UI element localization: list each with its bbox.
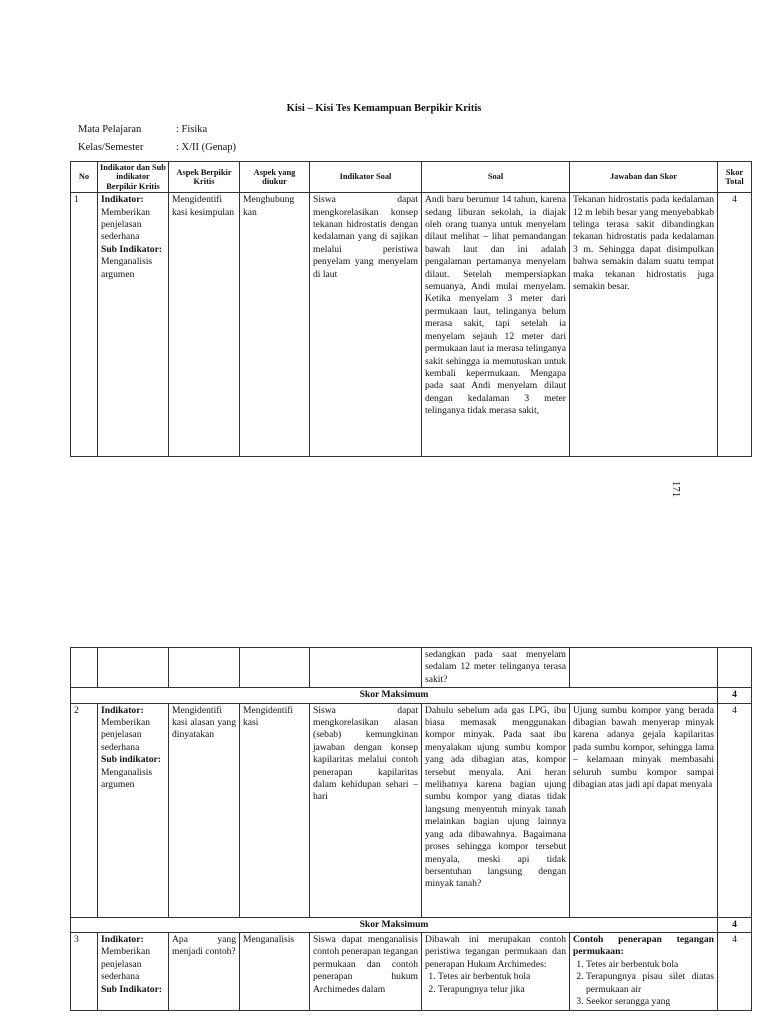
row-number: 1 — [71, 193, 98, 457]
aspek-diukur-cell: Menghubung kan — [240, 193, 310, 457]
sub-indikator-label: Sub Indikator: — [101, 983, 163, 995]
header-skor-total: Skor Total — [718, 162, 752, 193]
soal-list — [425, 971, 566, 996]
sub-indikator-label: Sub Indikator: — [101, 243, 163, 255]
indikator-text: Memberikan penjelasan sederhana — [101, 946, 151, 983]
jawaban-cell: Ujung sumbu kompor yang berada dibagian bawah menyerap minyak karena adanya gejala kapilaritas pada sumbu kompor, sehingga lama – kelamaan minyak membasahi seluruh sumbu kompor sampai dibagian atas jadi api dapat menyala — [570, 703, 718, 917]
kisi-table-page-1 — [70, 161, 752, 457]
indikator-cell — [98, 933, 169, 1011]
aspek-diukur-cell: Mengidentifi kasi — [240, 703, 310, 917]
meta-label: Kelas/Semester — [78, 142, 144, 153]
soal-continued: sedangkan pada saat menyelam sedalam 12 meter telinganya terasa sakit? — [422, 648, 570, 688]
header-aspek-berpikir: Aspek Berpikir Kritis — [169, 162, 240, 193]
meta-label: Mata Pelajaran — [78, 124, 142, 135]
list-item: 3. Seekor serangga yang — [586, 996, 714, 1008]
header-aspek-diukur: Aspek yang diukur — [240, 162, 310, 193]
list-item: 1. Tetes air berbentuk bola — [438, 971, 566, 983]
skor-maksimum-row — [71, 917, 752, 932]
header-indikator: Indikator dan Sub indikator Berpikir Kritis — [98, 162, 169, 193]
list-item: 2. Terapungnya telur jika — [438, 984, 566, 996]
indikator-soal-cell: Siswa dapat mengkorelasikan konsep tekanan hidrostatis dengan kedalaman yang di sajikan melalui peristiwa penyelam yang menyelam di laut — [310, 193, 422, 457]
header-no: No — [71, 162, 98, 193]
skor-maksimum-label: Skor Maksimum — [71, 688, 718, 703]
soal-cell — [422, 933, 570, 1011]
aspek-berpikir-cell: Apa yang menjadi contoh? — [169, 933, 240, 1011]
list-item: 2. Terapungnya pisau silet diatas permukaan air — [586, 971, 714, 996]
header-soal: Soal — [422, 162, 570, 193]
skor-maksimum-value: 4 — [718, 688, 752, 703]
skor-cell: 4 — [718, 703, 752, 917]
meta-value: : X/II (Genap) — [176, 142, 237, 153]
skor-cell: 4 — [718, 193, 752, 457]
jawaban-title: Contoh penerapan tegangan permukaan: — [573, 934, 714, 958]
skor-maksimum-row — [71, 688, 752, 703]
jawaban-cell: Tekanan hidrostatis pada kedalaman 12 m lebih besar yang menyebabkab telinga terasa sakit dibandingkan tekanan hidrostatis pada kedalaman 3 m. Sehingga dapat disimpulkan bahwa semakin dalam suatu tempat maka tekanan hidrostatis juga semakin besar. — [570, 193, 718, 457]
indikator-text: Memberikan penjelasan sederhana — [101, 717, 151, 753]
sub-indikator-text: Menganalisis argumen — [101, 766, 153, 791]
aspek-diukur-cell: Menganalisis — [240, 933, 310, 1011]
soal-intro: Dibawah ini merupakan contoh peristiwa tegangan permukaan dan penerapan Hukum Archimedes: — [425, 934, 566, 970]
document-title: Kisi – Kisi Tes Kemampuan Berpikir Kritis — [286, 103, 482, 114]
row-number: 3 — [71, 933, 98, 1011]
sub-indikator-label: Sub indikator: — [101, 754, 161, 766]
indikator-text: Memberikan penjelasan sederhana — [101, 206, 151, 243]
page-number: 171 — [670, 480, 682, 498]
jawaban-cell — [570, 933, 718, 1011]
indikator-label: Indikator: — [101, 934, 144, 946]
meta-value: : Fisika — [176, 124, 208, 135]
table-row — [71, 933, 752, 1011]
skor-maksimum-label: Skor Maksimum — [71, 917, 718, 932]
header-row — [71, 162, 752, 193]
aspek-berpikir-cell: Mengidentifi kasi kesimpulan — [169, 193, 240, 457]
soal-cell: Dahulu sebelum ada gas LPG, ibu biasa memasak menggunakan kompor minyak. Pada saat ibu menyalakan ujung sumbu kompor yang ada dibagian atas, kompor tersebut menyala. Ani heran melihatnya karena bagian ujung sumbu kompor yang diatas tidak langsung menyentuh minyak tanah melainkan bagian ujung lainnya yang ada dibawahnya. Bagaimana proses sehingga kompor tersebut menyala, meski api tidak bersentuhan langsung dengan minyak tanah? — [422, 703, 570, 917]
indikator-label: Indikator: — [101, 704, 144, 716]
list-item: 1. Tetes air berbentuk bola — [586, 959, 714, 971]
soal-cell: Andi baru berumur 14 tahun, karena sedang liburan sekolah, ia diajak oleh orang tuanya untuk menyelam dilaut melihat – lihat pemandangan bawah laut dan ini adalah pengalaman pertamanya menyelam dilaut. Setelah mempersiapkan semuanya, Andi mulai menyelam. Ketika menyelam 3 meter dari permukaan laut, telinganya belum merasa sakit, tapi setelah ia menyelam sejauh 12 meter dari permukaan laut ia merasa telinganya sakit sehingga ia memutuskan untuk kembali kepermukaan. Mengapa pada saat Andi menyelam dilaut dengan kedalaman 3 meter telinganya tidak merasa sakit, — [422, 193, 570, 457]
aspek-berpikir-cell: Mengidentifi kasi alasan yang dinyatakan — [169, 703, 240, 917]
table-row — [71, 193, 752, 457]
sub-indikator-text: Menganalisis argumen — [101, 256, 153, 280]
skor-maksimum-value: 4 — [718, 917, 752, 932]
table-row — [71, 703, 752, 917]
header-indikator-soal: Indikator Soal — [310, 162, 422, 193]
indikator-soal-cell: Siswa dapat menganalisis contoh penerapan tegangan permukaan dan contoh penerapan hukum Archimedes dalam — [310, 933, 422, 1011]
kisi-table-page-2 — [70, 647, 752, 1011]
header-jawaban: Jawaban dan Skor — [570, 162, 718, 193]
skor-cell: 4 — [718, 933, 752, 1011]
indikator-cell — [98, 193, 169, 457]
jawaban-list — [573, 959, 714, 1009]
indikator-soal-cell: Siswa dapat mengkorelasikan alasan (sebab) kemungkinan jawaban dengan konsep kapilaritas melalui contoh penerapan kapilaritas dalam kehidupan sehari – hari — [310, 703, 422, 917]
row-number: 2 — [71, 703, 98, 917]
table-row — [71, 648, 752, 688]
indikator-label: Indikator: — [101, 194, 144, 206]
indikator-cell — [98, 703, 169, 917]
